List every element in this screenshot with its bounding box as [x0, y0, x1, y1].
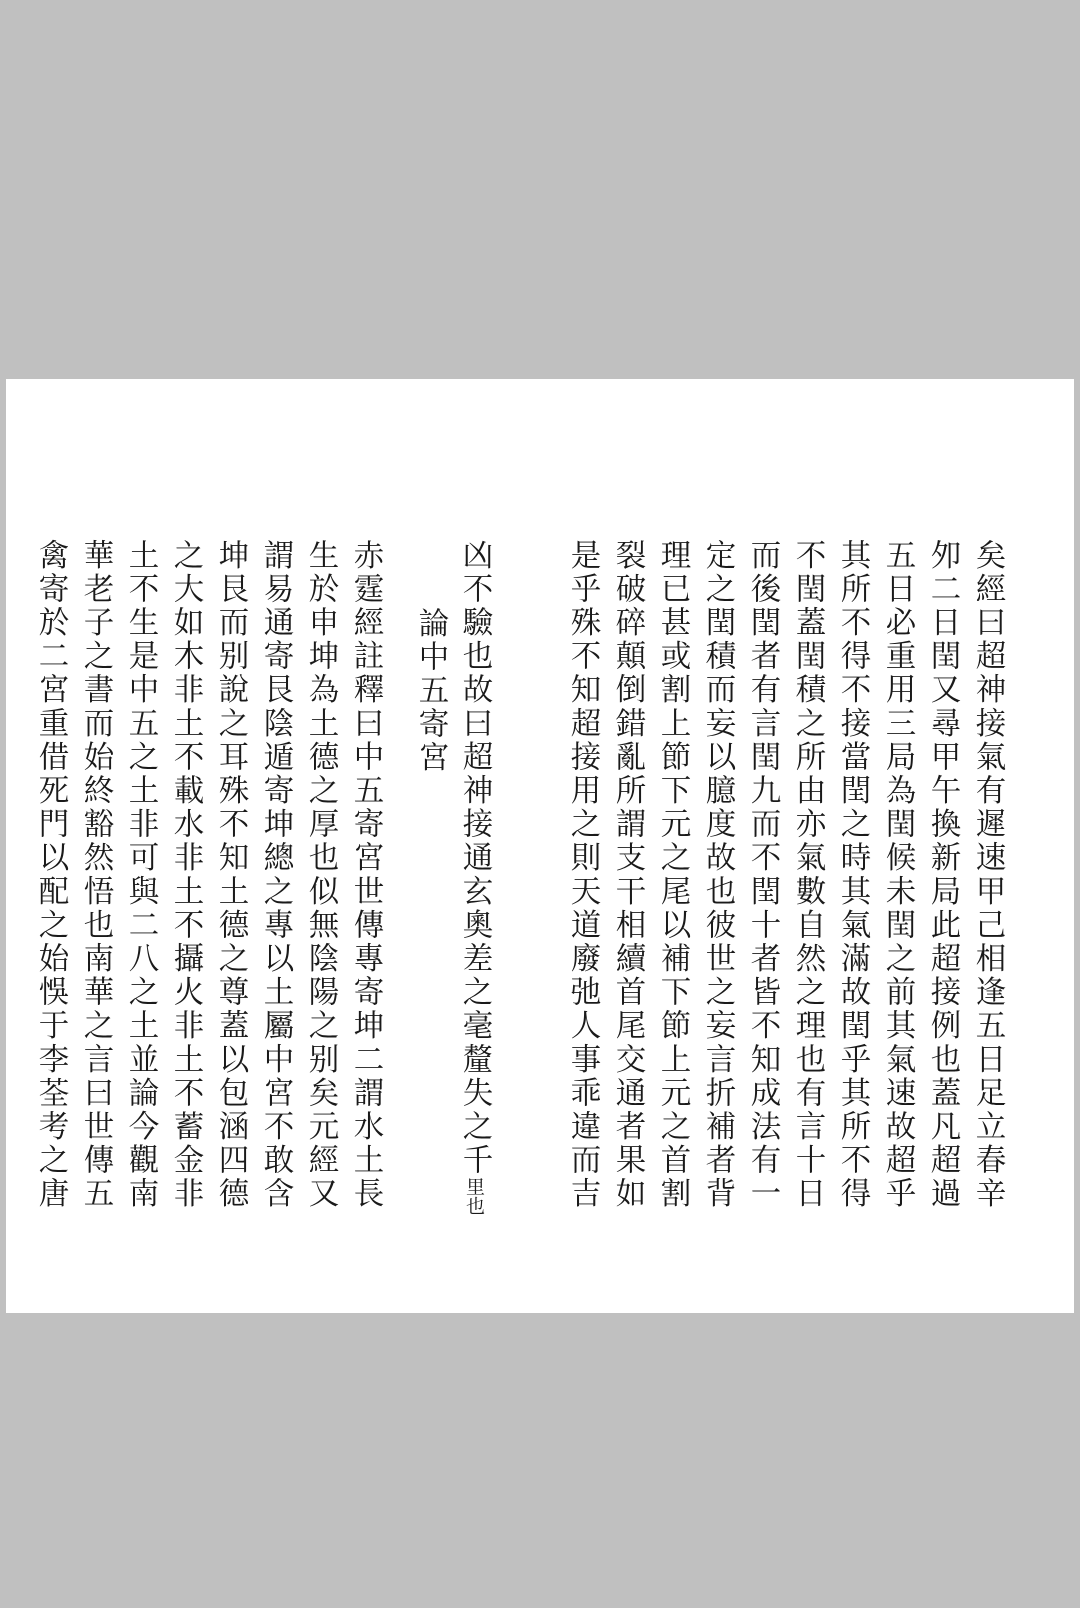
text-column: 矣經曰超神接氣有遲速甲己相逢五日足立春辛	[970, 539, 1005, 1211]
text-column: 凶不驗也故曰超神接通玄奧差之毫釐失之千里也	[457, 539, 492, 1216]
section-heading: 論中五寄宮	[413, 607, 448, 775]
text-column: 理已甚或割上節下元之尾以補下節上元之首割	[655, 539, 690, 1211]
text-column: 華老子之書而始終豁然悟也南華之言曰世傳五	[78, 539, 113, 1211]
text-column: 定之閏積而妄以臆度故也彼世之妄言折補者背	[700, 539, 735, 1211]
text-column: 禽寄於二宮重借死門以配之始悞于李荃考之唐	[33, 539, 68, 1211]
text-column: 裂破碎顛倒錯亂所謂支干相續首尾交通者果如	[610, 539, 645, 1211]
text-column: 赤霆經註釋曰中五寄宮世傳專寄坤二謂水土長	[348, 539, 383, 1211]
text-column: 五日必重用三局為閏候未閏之前其氣速故超乎	[880, 539, 915, 1211]
right-page	[540, 379, 1074, 1313]
text-column: 不閏蓋閏積之所由亦氣數自然之理也有言十日	[790, 539, 825, 1211]
text-column: 而後閏者有言閏九而不閏十者皆不知成法有一	[745, 539, 780, 1211]
text-column: 其所不得不接當閏之時其氣滿故閏乎其所不得	[835, 539, 870, 1211]
text-column: 坤艮而别說之耳殊不知土德之尊蓋以包涵四德	[213, 539, 248, 1211]
text-column: 是乎殊不知超接用之則天道廢弛人事乖違而吉	[565, 539, 600, 1211]
text-column: 生於申坤為土德之厚也似無陰陽之别矣元經又	[303, 539, 338, 1211]
text-column: 土不生是中五之土非可與二八之土並論今觀南	[123, 539, 158, 1211]
left-page	[6, 379, 540, 1313]
text-column: 之大如木非土不載水非土不攝火非土不蓄金非	[168, 539, 203, 1211]
document-scan	[6, 379, 1074, 1313]
text-column: 夘二日閏又尋甲午換新局此超接例也蓋凡超過	[925, 539, 960, 1211]
text-column: 謂易通寄艮陰遁寄坤總之專以土屬中宮不敢含	[258, 539, 293, 1211]
interlinear-note: 里也	[463, 1177, 485, 1216]
